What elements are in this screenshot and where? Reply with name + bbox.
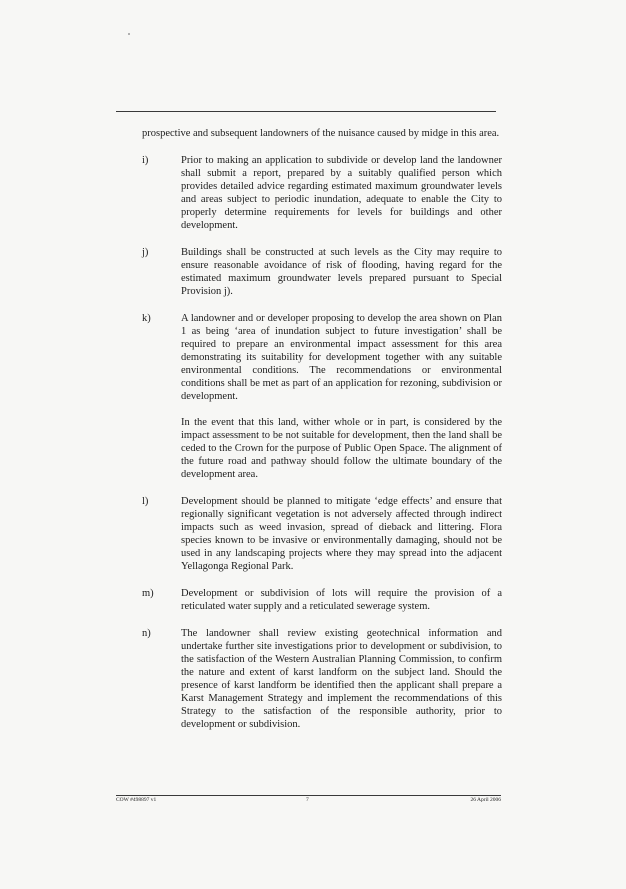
provision-i [142, 154, 502, 232]
provision-label: k) [142, 313, 151, 324]
provision-paragraph: Development or subdivision of lots will require the provision of a reticulated water supply and a reticulated sewerage system. [181, 588, 502, 612]
document-date: 26 April 2006 [470, 797, 501, 803]
provision-j [142, 246, 502, 298]
provision-l [142, 495, 502, 573]
provision-label: m) [142, 588, 154, 599]
provision-paragraph: The landowner shall review existing geotechnical information and undertake further site investigations prior to development or subdivision, to the satisfaction of the Western Australian Planning Commission, to confirm the nature and extent of karst landform on the subject land. Should the presence of karst landform be identified then the applicant shall prepare a Karst Management Strategy and implement the recommendations of this Strategy to the satisfaction of the responsible authority, prior to development or subdivision. [181, 628, 502, 730]
provision-label: i) [142, 155, 149, 166]
provision-paragraph: A landowner and or developer proposing to develop the area shown on Plan 1 as being ‘area of inundation subject to future investigation’ shall be required to prepare an environmental impact assessment for this area demonstrating its suitability for development together with any suitable environmental conditions. The recommendations or environmental conditions shall be met as part of an application for rezoning, subdivision or development. [181, 313, 502, 402]
document-reference: COW #498897 v1 [116, 797, 157, 803]
provision-paragraph: Development should be planned to mitigate ‘edge effects’ and ensure that regionally significant vegetation is not adversely affected through indirect impacts such as weed invasion, spread of dieback and littering. Flora species known to be invasive or environmentally damaging, should not be used in any landscaping projects where they may spread into the adjacent Yellagonga Regional Park. [181, 496, 502, 572]
provision-paragraph: Buildings shall be constructed at such levels as the City may require to ensure reasonable avoidance of risk of flooding, having regard for the estimated maximum groundwater levels prepared pursuant to Special Provision j). [181, 247, 502, 297]
provision-label: j) [142, 247, 149, 258]
scan-speck [128, 33, 130, 35]
provision-paragraph: Prior to making an application to subdivide or develop land the landowner shall submit a report, prepared by a suitably qualified person which provides detailed advice regarding estimated maximum groundwater levels and areas subject to periodic inundation, adequate to enable the City to properly determine requirements for levels for buildings and other development. [181, 155, 502, 231]
provision-label: l) [142, 496, 149, 507]
page-number: 7 [306, 797, 309, 803]
header-rule [116, 111, 496, 112]
provision-label: n) [142, 628, 151, 639]
provision-k [142, 312, 502, 481]
continuation-paragraph: prospective and subsequent landowners of the nuisance caused by midge in this area. [142, 128, 500, 139]
provision-n [142, 627, 502, 731]
footer-rule [116, 795, 501, 796]
provision-m [142, 587, 502, 613]
page-content [142, 127, 502, 731]
provision-paragraph: In the event that this land, wither whole or in part, is considered by the impact assessment to be not suitable for development, then the land shall be ceded to the Crown for the purpose of Public Open Space. The alignment of the future road and pathway should follow the ultimate boundary of the development area. [181, 417, 502, 480]
